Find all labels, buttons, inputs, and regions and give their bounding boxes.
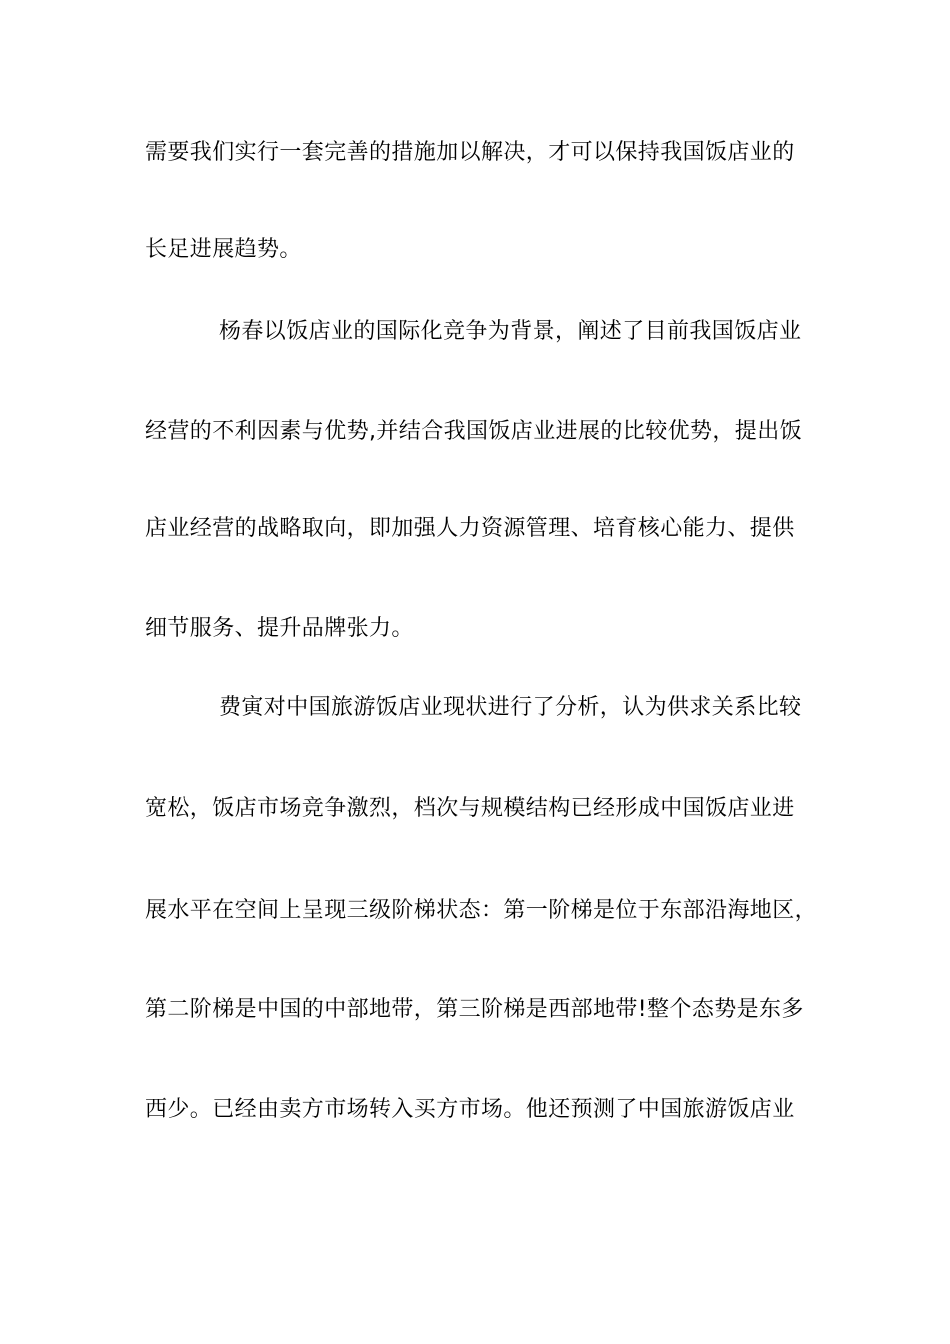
paragraph-start-line: 杨春以饭店业的国际化竞争为背景，阐述了目前我国饭店业 <box>219 319 802 344</box>
paragraph-start-line: 费寅对中国旅游饭店业现状进行了分析，认为供求关系比较 <box>219 695 802 720</box>
text-line: 西少。已经由卖方市场转入买方市场。他还预测了中国旅游饭店业 <box>145 1097 795 1122</box>
text-line: 细节服务、提升品牌张力。 <box>145 616 414 641</box>
text-line: 展水平在空间上呈现三级阶梯状态：第一阶梯是位于东部沿海地区， <box>145 898 818 923</box>
text-line: 经营的不利因素与优势,并结合我国饭店业进展的比较优势，提出饭 <box>145 419 802 444</box>
text-line: 长足进展趋势。 <box>145 237 302 262</box>
text-line: 第二阶梯是中国的中部地带，第三阶梯是西部地带!整个态势是东多 <box>145 997 804 1022</box>
text-line: 店业经营的战略取向，即加强人力资源管理、培育核心能力、提供 <box>145 516 795 541</box>
text-line: 宽松，饭店市场竞争激烈，档次与规模结构已经形成中国饭店业进 <box>145 796 795 821</box>
text-line: 需要我们实行一套完善的措施加以解决，才可以保持我国饭店业的 <box>145 140 795 165</box>
